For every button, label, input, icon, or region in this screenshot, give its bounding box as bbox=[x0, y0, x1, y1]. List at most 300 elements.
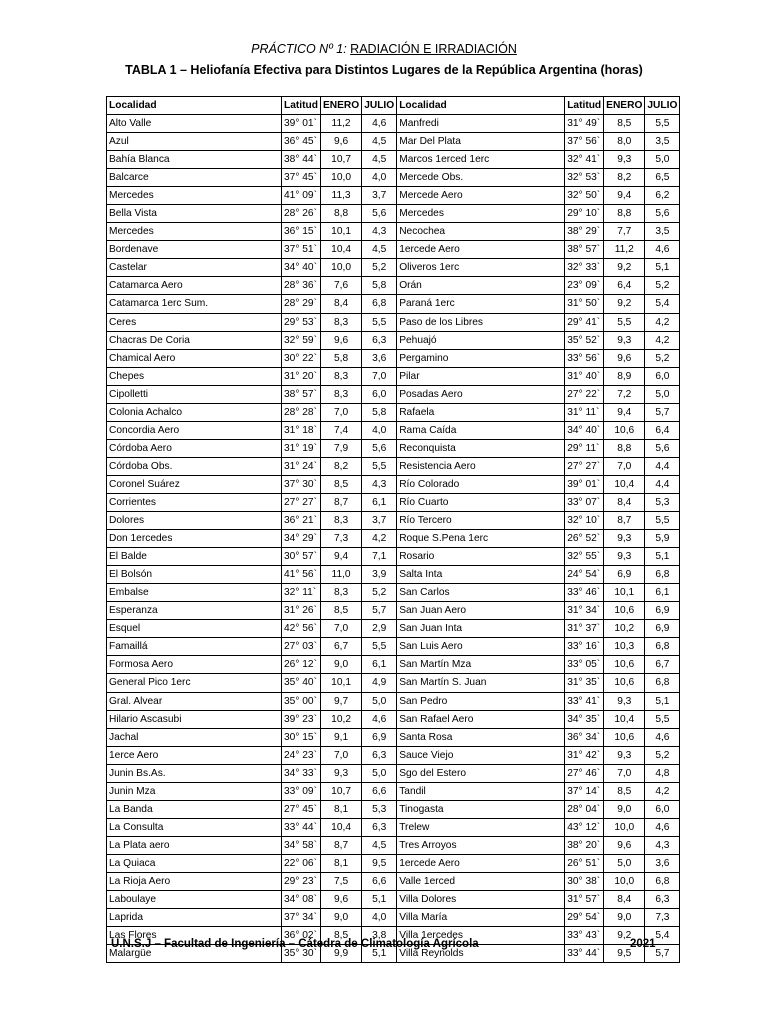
cell-enero: 8,5 bbox=[604, 782, 645, 800]
cell-latitud: 33° 43` bbox=[565, 927, 604, 945]
cell-enero: 8,3 bbox=[320, 367, 361, 385]
cell-julio: 6,0 bbox=[645, 367, 680, 385]
cell-latitud: 29° 53` bbox=[282, 313, 321, 331]
cell-enero: 5,8 bbox=[320, 349, 361, 367]
cell-latitud: 31° 35` bbox=[565, 674, 604, 692]
cell-julio: 5,7 bbox=[645, 945, 680, 963]
cell-julio: 5,4 bbox=[645, 927, 680, 945]
cell-julio: 4,6 bbox=[362, 710, 397, 728]
cell-julio: 6,8 bbox=[645, 674, 680, 692]
cell-localidad: Dolores bbox=[107, 512, 282, 530]
cell-localidad: Tres Arroyos bbox=[397, 836, 565, 854]
cell-julio: 5,3 bbox=[362, 800, 397, 818]
table-row bbox=[107, 800, 680, 818]
cell-localidad: El Balde bbox=[107, 548, 282, 566]
cell-localidad: Pilar bbox=[397, 367, 565, 385]
footer-year: 2021 bbox=[630, 938, 656, 950]
cell-localidad: San Juan Inta bbox=[397, 620, 565, 638]
table-row bbox=[107, 891, 680, 909]
table-row bbox=[107, 367, 680, 385]
cell-localidad: Esquel bbox=[107, 620, 282, 638]
cell-enero: 9,4 bbox=[604, 403, 645, 421]
cell-latitud: 35° 52` bbox=[565, 331, 604, 349]
cell-julio: 6,2 bbox=[645, 187, 680, 205]
cell-localidad: Coronel Suárez bbox=[107, 475, 282, 493]
cell-enero: 5,5 bbox=[604, 313, 645, 331]
table-row bbox=[107, 638, 680, 656]
cell-localidad: Malargüe bbox=[107, 945, 282, 963]
cell-latitud: 38° 20` bbox=[565, 836, 604, 854]
cell-localidad: Bella Vista bbox=[107, 205, 282, 223]
practice-label: PRÁCTICO Nº 1: bbox=[251, 42, 347, 56]
table-row bbox=[107, 530, 680, 548]
cell-localidad: Orán bbox=[397, 277, 565, 295]
cell-latitud: 22° 06` bbox=[282, 854, 321, 872]
cell-enero: 8,3 bbox=[320, 385, 361, 403]
cell-latitud: 31° 11` bbox=[565, 403, 604, 421]
cell-localidad: Rosario bbox=[397, 548, 565, 566]
cell-julio: 4,4 bbox=[645, 475, 680, 493]
cell-enero: 9,3 bbox=[604, 530, 645, 548]
cell-enero: 9,6 bbox=[604, 836, 645, 854]
table-row bbox=[107, 818, 680, 836]
cell-localidad: Río Cuarto bbox=[397, 493, 565, 511]
cell-localidad: Mercedes bbox=[397, 205, 565, 223]
cell-localidad: San Pedro bbox=[397, 692, 565, 710]
cell-enero: 8,4 bbox=[604, 493, 645, 511]
cell-julio: 4,2 bbox=[645, 331, 680, 349]
cell-localidad: Mar Del Plata bbox=[397, 133, 565, 151]
table-row bbox=[107, 277, 680, 295]
cell-enero: 9,0 bbox=[604, 800, 645, 818]
cell-localidad: Trelew bbox=[397, 818, 565, 836]
cell-localidad: Bordenave bbox=[107, 241, 282, 259]
cell-enero: 11,0 bbox=[320, 566, 361, 584]
cell-localidad: Tandil bbox=[397, 782, 565, 800]
cell-julio: 5,5 bbox=[645, 115, 680, 133]
cell-julio: 4,6 bbox=[362, 115, 397, 133]
table-row bbox=[107, 909, 680, 927]
cell-enero: 8,7 bbox=[604, 512, 645, 530]
cell-localidad: Villa María bbox=[397, 909, 565, 927]
cell-localidad: Colonia Achalco bbox=[107, 403, 282, 421]
cell-latitud: 42° 56` bbox=[282, 620, 321, 638]
cell-julio: 3,9 bbox=[362, 566, 397, 584]
cell-julio: 6,1 bbox=[362, 656, 397, 674]
cell-julio: 3,5 bbox=[645, 223, 680, 241]
table-row bbox=[107, 385, 680, 403]
cell-localidad: Catamarca Aero bbox=[107, 277, 282, 295]
cell-enero: 9,4 bbox=[604, 187, 645, 205]
cell-latitud: 30° 22` bbox=[282, 349, 321, 367]
cell-latitud: 37° 14` bbox=[565, 782, 604, 800]
cell-julio: 2,9 bbox=[362, 620, 397, 638]
cell-latitud: 32° 33` bbox=[565, 259, 604, 277]
table-row bbox=[107, 620, 680, 638]
cell-enero: 10,1 bbox=[604, 584, 645, 602]
cell-localidad: Embalse bbox=[107, 584, 282, 602]
cell-enero: 7,0 bbox=[320, 620, 361, 638]
cell-latitud: 37° 30` bbox=[282, 475, 321, 493]
cell-enero: 8,2 bbox=[604, 169, 645, 187]
cell-julio: 5,1 bbox=[362, 945, 397, 963]
cell-enero: 9,3 bbox=[320, 764, 361, 782]
table-row bbox=[107, 331, 680, 349]
cell-enero: 8,4 bbox=[320, 295, 361, 313]
cell-enero: 6,4 bbox=[604, 277, 645, 295]
cell-localidad: Rafaela bbox=[397, 403, 565, 421]
cell-julio: 7,1 bbox=[362, 548, 397, 566]
table-body bbox=[107, 115, 680, 963]
cell-enero: 11,2 bbox=[604, 241, 645, 259]
cell-latitud: 34° 58` bbox=[282, 836, 321, 854]
cell-latitud: 33° 07` bbox=[565, 493, 604, 511]
cell-latitud: 36° 45` bbox=[282, 133, 321, 151]
cell-enero: 10,0 bbox=[320, 169, 361, 187]
cell-localidad: Santa Rosa bbox=[397, 728, 565, 746]
cell-latitud: 26° 51` bbox=[565, 854, 604, 872]
cell-enero: 8,8 bbox=[604, 205, 645, 223]
cell-enero: 10,6 bbox=[604, 656, 645, 674]
cell-enero: 8,3 bbox=[320, 512, 361, 530]
cell-latitud: 36° 34` bbox=[565, 728, 604, 746]
cell-latitud: 34° 29` bbox=[282, 530, 321, 548]
table-row bbox=[107, 187, 680, 205]
cell-localidad: Posadas Aero bbox=[397, 385, 565, 403]
cell-localidad: Castelar bbox=[107, 259, 282, 277]
cell-julio: 4,3 bbox=[362, 223, 397, 241]
cell-localidad: Villa 1ercedes bbox=[397, 927, 565, 945]
table-row bbox=[107, 692, 680, 710]
cell-enero: 10,0 bbox=[604, 872, 645, 890]
cell-latitud: 33° 41` bbox=[565, 692, 604, 710]
table-row bbox=[107, 728, 680, 746]
table-row bbox=[107, 151, 680, 169]
cell-julio: 6,3 bbox=[362, 331, 397, 349]
cell-julio: 5,0 bbox=[645, 151, 680, 169]
cell-localidad: La Rioja Aero bbox=[107, 872, 282, 890]
cell-enero: 9,3 bbox=[604, 548, 645, 566]
table-row bbox=[107, 439, 680, 457]
cell-latitud: 37° 34` bbox=[282, 909, 321, 927]
cell-enero: 7,6 bbox=[320, 277, 361, 295]
table-row bbox=[107, 584, 680, 602]
cell-localidad: Ceres bbox=[107, 313, 282, 331]
cell-latitud: 31° 37` bbox=[565, 620, 604, 638]
cell-latitud: 33° 09` bbox=[282, 782, 321, 800]
cell-julio: 5,0 bbox=[362, 692, 397, 710]
cell-enero: 6,7 bbox=[320, 638, 361, 656]
cell-latitud: 29° 10` bbox=[565, 205, 604, 223]
header-enero: ENERO bbox=[604, 97, 645, 115]
table-row bbox=[107, 259, 680, 277]
cell-enero: 8,5 bbox=[320, 927, 361, 945]
cell-localidad: Mercede Obs. bbox=[397, 169, 565, 187]
cell-localidad: Villa Reynolds bbox=[397, 945, 565, 963]
table-row bbox=[107, 169, 680, 187]
cell-latitud: 27° 46` bbox=[565, 764, 604, 782]
cell-julio: 5,5 bbox=[645, 710, 680, 728]
cell-julio: 5,1 bbox=[362, 891, 397, 909]
cell-enero: 9,4 bbox=[320, 548, 361, 566]
cell-latitud: 41° 56` bbox=[282, 566, 321, 584]
table-row bbox=[107, 512, 680, 530]
cell-julio: 5,0 bbox=[645, 385, 680, 403]
cell-latitud: 38° 44` bbox=[282, 151, 321, 169]
cell-julio: 5,7 bbox=[362, 602, 397, 620]
cell-latitud: 31° 20` bbox=[282, 367, 321, 385]
cell-julio: 4,4 bbox=[645, 457, 680, 475]
cell-latitud: 34° 40` bbox=[565, 421, 604, 439]
cell-enero: 6,9 bbox=[604, 566, 645, 584]
cell-enero: 10,3 bbox=[604, 638, 645, 656]
cell-julio: 5,5 bbox=[362, 457, 397, 475]
table-row bbox=[107, 566, 680, 584]
cell-julio: 6,9 bbox=[645, 602, 680, 620]
cell-enero: 8,8 bbox=[604, 439, 645, 457]
cell-localidad: Córdoba Aero bbox=[107, 439, 282, 457]
cell-enero: 10,4 bbox=[320, 241, 361, 259]
cell-localidad: Río Colorado bbox=[397, 475, 565, 493]
header-latitud: Latitud bbox=[565, 97, 604, 115]
cell-latitud: 41° 09` bbox=[282, 187, 321, 205]
cell-julio: 5,4 bbox=[645, 295, 680, 313]
cell-localidad: Resistencia Aero bbox=[397, 457, 565, 475]
cell-julio: 6,6 bbox=[362, 782, 397, 800]
cell-julio: 5,0 bbox=[362, 764, 397, 782]
cell-enero: 8,5 bbox=[604, 115, 645, 133]
cell-enero: 10,6 bbox=[604, 421, 645, 439]
cell-julio: 4,6 bbox=[645, 818, 680, 836]
cell-latitud: 31° 24` bbox=[282, 457, 321, 475]
cell-localidad: El Bolsón bbox=[107, 566, 282, 584]
cell-latitud: 29° 54` bbox=[565, 909, 604, 927]
cell-enero: 9,6 bbox=[320, 331, 361, 349]
cell-latitud: 37° 45` bbox=[282, 169, 321, 187]
cell-enero: 9,3 bbox=[604, 331, 645, 349]
cell-enero: 9,6 bbox=[604, 349, 645, 367]
cell-latitud: 37° 51` bbox=[282, 241, 321, 259]
header-latitud: Latitud bbox=[282, 97, 321, 115]
table-row bbox=[107, 656, 680, 674]
cell-julio: 4,9 bbox=[362, 674, 397, 692]
cell-julio: 6,1 bbox=[645, 584, 680, 602]
cell-latitud: 32° 59` bbox=[282, 331, 321, 349]
cell-julio: 6,3 bbox=[362, 818, 397, 836]
cell-enero: 10,2 bbox=[320, 710, 361, 728]
table-row bbox=[107, 782, 680, 800]
cell-enero: 9,7 bbox=[320, 692, 361, 710]
cell-latitud: 31° 57` bbox=[565, 891, 604, 909]
cell-latitud: 33° 16` bbox=[565, 638, 604, 656]
cell-julio: 5,2 bbox=[362, 584, 397, 602]
heliofania-table bbox=[106, 96, 680, 963]
cell-julio: 5,2 bbox=[362, 259, 397, 277]
cell-enero: 8,3 bbox=[320, 313, 361, 331]
cell-latitud: 37° 56` bbox=[565, 133, 604, 151]
cell-localidad: Manfredi bbox=[397, 115, 565, 133]
cell-latitud: 34° 33` bbox=[282, 764, 321, 782]
cell-julio: 4,6 bbox=[645, 728, 680, 746]
table-row bbox=[107, 349, 680, 367]
cell-julio: 5,2 bbox=[645, 277, 680, 295]
cell-localidad: Concordia Aero bbox=[107, 421, 282, 439]
cell-julio: 5,8 bbox=[362, 277, 397, 295]
cell-localidad: San Martín S. Juan bbox=[397, 674, 565, 692]
cell-localidad: Salta Inta bbox=[397, 566, 565, 584]
cell-localidad: Chamical Aero bbox=[107, 349, 282, 367]
table-row bbox=[107, 493, 680, 511]
cell-localidad: Laboulaye bbox=[107, 891, 282, 909]
cell-julio: 6,3 bbox=[362, 746, 397, 764]
cell-enero: 11,2 bbox=[320, 115, 361, 133]
cell-julio: 5,6 bbox=[362, 205, 397, 223]
cell-enero: 10,6 bbox=[604, 674, 645, 692]
cell-julio: 3,7 bbox=[362, 512, 397, 530]
header-enero: ENERO bbox=[320, 97, 361, 115]
cell-julio: 6,9 bbox=[645, 620, 680, 638]
cell-julio: 4,2 bbox=[645, 782, 680, 800]
cell-localidad: Junin Mza bbox=[107, 782, 282, 800]
cell-localidad: San Martín Mza bbox=[397, 656, 565, 674]
cell-julio: 4,3 bbox=[362, 475, 397, 493]
header-julio: JULIO bbox=[645, 97, 680, 115]
table-row bbox=[107, 602, 680, 620]
cell-latitud: 27° 03` bbox=[282, 638, 321, 656]
cell-latitud: 35° 00` bbox=[282, 692, 321, 710]
cell-julio: 7,3 bbox=[645, 909, 680, 927]
table-row bbox=[107, 313, 680, 331]
table-row bbox=[107, 241, 680, 259]
cell-enero: 10,4 bbox=[320, 818, 361, 836]
cell-localidad: Catamarca 1erc Sum. bbox=[107, 295, 282, 313]
table-row bbox=[107, 133, 680, 151]
cell-localidad: Esperanza bbox=[107, 602, 282, 620]
cell-latitud: 35° 30` bbox=[282, 945, 321, 963]
cell-localidad: Balcarce bbox=[107, 169, 282, 187]
cell-enero: 10,1 bbox=[320, 674, 361, 692]
cell-enero: 8,5 bbox=[320, 602, 361, 620]
cell-julio: 5,1 bbox=[645, 259, 680, 277]
cell-localidad: Bahía Blanca bbox=[107, 151, 282, 169]
practice-topic: RADIACIÓN E IRRADIACIÓN bbox=[350, 42, 517, 56]
cell-latitud: 27° 27` bbox=[282, 493, 321, 511]
cell-julio: 4,2 bbox=[645, 313, 680, 331]
cell-julio: 3,6 bbox=[645, 854, 680, 872]
cell-latitud: 30° 38` bbox=[565, 872, 604, 890]
cell-julio: 6,8 bbox=[645, 566, 680, 584]
cell-localidad: 1erce Aero bbox=[107, 746, 282, 764]
cell-julio: 5,9 bbox=[645, 530, 680, 548]
table-row bbox=[107, 854, 680, 872]
cell-localidad: 1ercede Aero bbox=[397, 854, 565, 872]
cell-julio: 5,1 bbox=[645, 548, 680, 566]
cell-latitud: 30° 57` bbox=[282, 548, 321, 566]
practice-heading bbox=[0, 42, 768, 56]
cell-localidad: Chacras De Coria bbox=[107, 331, 282, 349]
cell-julio: 4,0 bbox=[362, 909, 397, 927]
cell-latitud: 39° 01` bbox=[282, 115, 321, 133]
header-julio: JULIO bbox=[362, 97, 397, 115]
cell-julio: 5,6 bbox=[645, 439, 680, 457]
table-row bbox=[107, 475, 680, 493]
table-row bbox=[107, 223, 680, 241]
cell-enero: 9,9 bbox=[320, 945, 361, 963]
cell-localidad: Hilario Ascasubi bbox=[107, 710, 282, 728]
cell-julio: 5,5 bbox=[645, 512, 680, 530]
cell-latitud: 38° 29` bbox=[565, 223, 604, 241]
table-row bbox=[107, 548, 680, 566]
cell-julio: 4,3 bbox=[645, 836, 680, 854]
cell-enero: 7,5 bbox=[320, 872, 361, 890]
cell-localidad: 1ercede Aero bbox=[397, 241, 565, 259]
cell-julio: 6,9 bbox=[362, 728, 397, 746]
cell-enero: 8,9 bbox=[604, 367, 645, 385]
cell-enero: 7,2 bbox=[604, 385, 645, 403]
cell-julio: 5,6 bbox=[362, 439, 397, 457]
cell-localidad: Reconquista bbox=[397, 439, 565, 457]
cell-localidad: Gral. Alvear bbox=[107, 692, 282, 710]
cell-julio: 5,7 bbox=[645, 403, 680, 421]
cell-localidad: Jachal bbox=[107, 728, 282, 746]
cell-julio: 3,8 bbox=[362, 927, 397, 945]
cell-enero: 9,5 bbox=[604, 945, 645, 963]
cell-latitud: 39° 01` bbox=[565, 475, 604, 493]
cell-julio: 6,3 bbox=[645, 891, 680, 909]
cell-enero: 8,0 bbox=[604, 133, 645, 151]
cell-latitud: 34° 35` bbox=[565, 710, 604, 728]
cell-enero: 7,3 bbox=[320, 530, 361, 548]
cell-latitud: 33° 46` bbox=[565, 584, 604, 602]
cell-localidad: San Rafael Aero bbox=[397, 710, 565, 728]
cell-localidad: Paraná 1erc bbox=[397, 295, 565, 313]
table-row bbox=[107, 421, 680, 439]
cell-enero: 8,4 bbox=[604, 891, 645, 909]
cell-localidad: Alto Valle bbox=[107, 115, 282, 133]
cell-latitud: 31° 50` bbox=[565, 295, 604, 313]
cell-enero: 8,2 bbox=[320, 457, 361, 475]
cell-localidad: Chepes bbox=[107, 367, 282, 385]
cell-enero: 10,6 bbox=[604, 602, 645, 620]
cell-localidad: Sgo del Estero bbox=[397, 764, 565, 782]
cell-julio: 5,5 bbox=[362, 638, 397, 656]
cell-localidad: San Juan Aero bbox=[397, 602, 565, 620]
cell-julio: 6,1 bbox=[362, 493, 397, 511]
cell-latitud: 31° 18` bbox=[282, 421, 321, 439]
cell-localidad: Sauce Viejo bbox=[397, 746, 565, 764]
cell-enero: 9,2 bbox=[604, 927, 645, 945]
cell-julio: 6,0 bbox=[645, 800, 680, 818]
cell-localidad: Cipolletti bbox=[107, 385, 282, 403]
cell-enero: 9,3 bbox=[604, 746, 645, 764]
cell-enero: 10,1 bbox=[320, 223, 361, 241]
cell-latitud: 33° 44` bbox=[282, 818, 321, 836]
cell-latitud: 43° 12` bbox=[565, 818, 604, 836]
cell-enero: 8,1 bbox=[320, 800, 361, 818]
cell-latitud: 31° 40` bbox=[565, 367, 604, 385]
cell-enero: 9,6 bbox=[320, 133, 361, 151]
cell-latitud: 32° 11` bbox=[282, 584, 321, 602]
cell-latitud: 34° 40` bbox=[282, 259, 321, 277]
table-row bbox=[107, 872, 680, 890]
table-row bbox=[107, 403, 680, 421]
cell-localidad: San Luis Aero bbox=[397, 638, 565, 656]
cell-julio: 5,3 bbox=[645, 493, 680, 511]
table-row bbox=[107, 710, 680, 728]
cell-localidad: Rama Caída bbox=[397, 421, 565, 439]
cell-latitud: 34° 08` bbox=[282, 891, 321, 909]
footer-institution: U.N.S.J – Facultad de Ingeniería – Cátedra de Climatología Agrícola bbox=[111, 938, 479, 950]
